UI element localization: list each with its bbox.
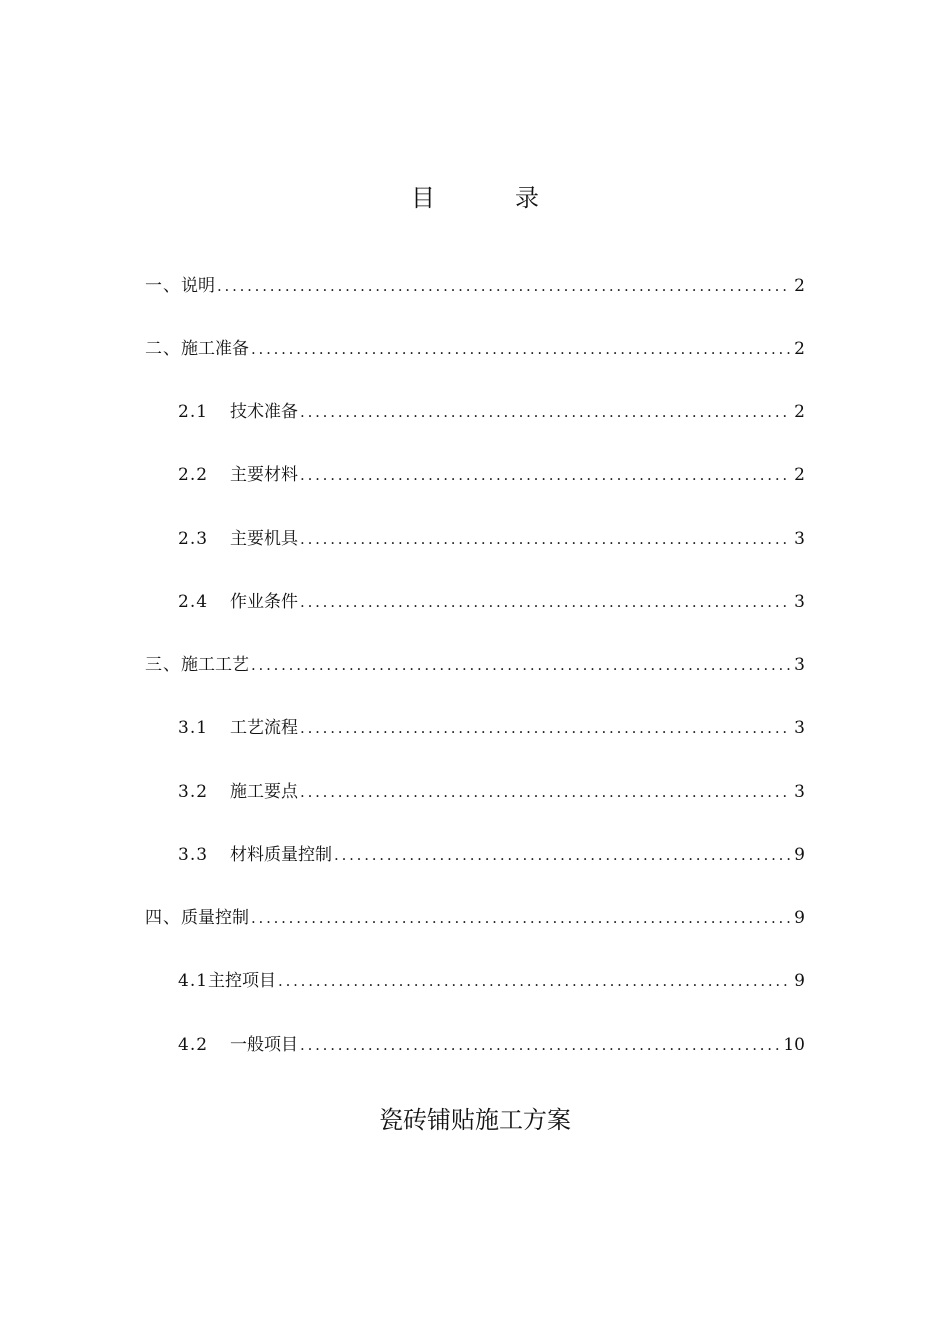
toc-entry-page: 9: [794, 908, 805, 928]
dot-leader: [300, 586, 790, 618]
toc-entry-page: 9: [794, 845, 805, 865]
toc-title: [0, 180, 950, 216]
toc-entry-number: 2.4: [178, 592, 209, 612]
toc-entry-page: 3: [794, 655, 805, 675]
toc-entry-label: 质量控制: [181, 908, 249, 928]
toc-entry-page: 3: [794, 718, 805, 738]
toc-entry-page: 2: [794, 339, 805, 359]
toc-entry-label: 作业条件: [230, 592, 299, 612]
dot-leader: [251, 333, 790, 365]
toc-entry-label: 主要机具: [230, 529, 299, 549]
dot-leader: [300, 523, 790, 555]
toc-entry-number: 一、: [145, 276, 181, 296]
toc-entry-number: 3.3: [178, 845, 209, 865]
toc-entry-number: 2.3: [178, 529, 209, 549]
toc-entry-page: 2: [794, 402, 805, 422]
toc-entry-page: 2: [794, 465, 805, 485]
dot-leader: [217, 270, 790, 302]
dot-leader: [300, 459, 790, 491]
toc-entry-number: 2.1: [178, 402, 209, 422]
toc-title-char-2: 录: [515, 184, 539, 212]
toc-entry-main-tools[interactable]: [178, 523, 805, 555]
toc-entry-label: 工艺流程: [230, 718, 299, 738]
toc-entry-number: 二、: [145, 339, 181, 359]
dot-leader: [278, 965, 790, 997]
toc-entry-label: 施工准备: [181, 339, 249, 359]
toc-entry-material-quality-control[interactable]: [178, 839, 805, 871]
toc-entry-construction-preparation[interactable]: [145, 333, 805, 365]
toc-entry-label: 施工工艺: [181, 655, 249, 675]
toc-entry-process-flow[interactable]: [178, 712, 805, 744]
toc-entry-page: 3: [794, 529, 805, 549]
dot-leader: [300, 1029, 779, 1061]
toc-entry-quality-control[interactable]: [145, 902, 805, 934]
toc-entry-label: 材料质量控制: [230, 845, 333, 865]
toc-entry-work-conditions[interactable]: [178, 586, 805, 618]
toc-entry-label: 一般项目: [230, 1035, 299, 1055]
dot-leader: [251, 902, 790, 934]
dot-leader: [300, 396, 790, 428]
toc-title-char-1: 目: [411, 184, 435, 212]
dot-leader: [251, 649, 790, 681]
toc-entry-label: 主要材料: [230, 465, 299, 485]
toc-entry-page: 9: [794, 971, 805, 991]
toc-entry-main-materials[interactable]: [178, 459, 805, 491]
dot-leader: [300, 712, 790, 744]
toc-entry-construction-process[interactable]: [145, 649, 805, 681]
toc-entry-number: 2.2: [178, 465, 209, 485]
toc-entry-page: 10: [783, 1035, 805, 1055]
toc-entry-number: 4.1: [178, 971, 209, 991]
toc-entry-number: 4.2: [178, 1035, 209, 1055]
toc-entry-explanation[interactable]: [145, 270, 805, 302]
toc-entry-number: 三、: [145, 655, 181, 675]
toc-entry-label: 主控项目: [208, 971, 277, 991]
toc-entry-main-control-items[interactable]: [178, 965, 805, 997]
toc-entry-number: 3.1: [178, 718, 209, 738]
toc-entry-construction-key-points[interactable]: [178, 776, 805, 808]
document-heading: 瓷砖铺贴施工方案: [379, 1106, 571, 1134]
toc-entry-label: 说明: [181, 276, 215, 296]
toc-entry-technical-preparation[interactable]: [178, 396, 805, 428]
dot-leader: [300, 776, 790, 808]
toc-entry-page: 3: [794, 782, 805, 802]
toc-entry-page: 2: [794, 276, 805, 296]
dot-leader: [334, 839, 790, 871]
toc-entry-label: 技术准备: [230, 402, 299, 422]
toc-entry-number: 3.2: [178, 782, 209, 802]
toc-entry-general-items[interactable]: [178, 1029, 805, 1061]
toc-entry-page: 3: [794, 592, 805, 612]
toc-entry-label: 施工要点: [230, 782, 299, 802]
toc-entry-number: 四、: [145, 908, 181, 928]
